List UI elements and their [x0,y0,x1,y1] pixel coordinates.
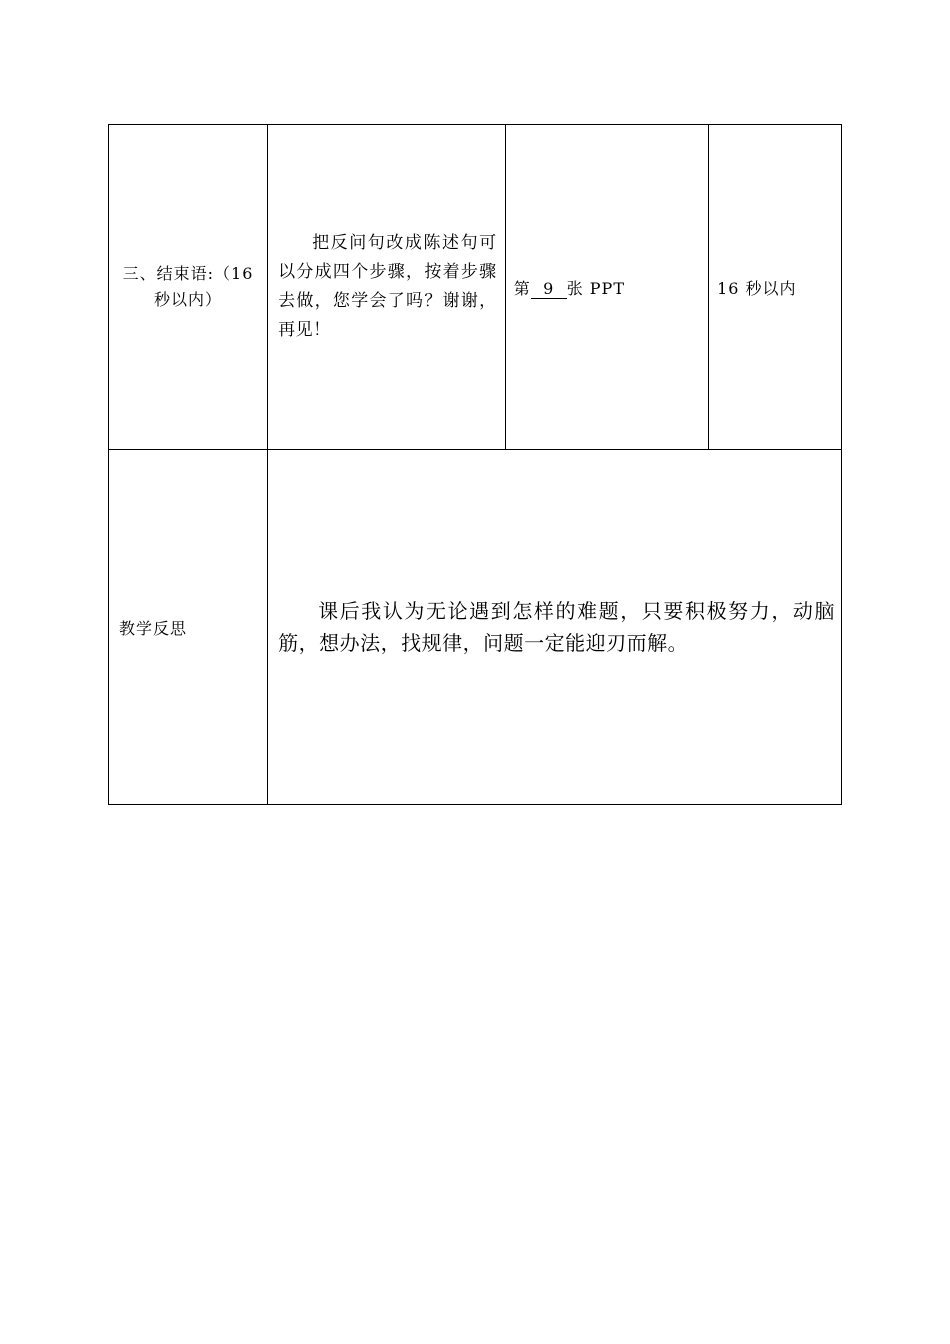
closing-section-label: 三、结束语:（16秒以内） [109,125,268,450]
slide-suffix: 张 PPT [566,278,625,298]
lesson-table [108,124,842,805]
closing-row [109,125,842,450]
reflection-text: 课后我认为无论遇到怎样的难题，只要积极努力，动脑筋，想办法，找规律，问题一定能迎刃而解。 [268,450,842,805]
time-limit: 16 秒以内 [709,125,842,450]
slide-number: 9 [531,280,567,299]
closing-script-text: 把反问句改成陈述句可以分成四个步骤，按着步骤去做，您学会了吗？谢谢，再见！ [268,125,506,450]
reflection-row [109,450,842,805]
slide-reference [505,125,708,450]
slide-prefix: 第 [513,278,531,298]
reflection-label: 教学反思 [109,450,268,805]
